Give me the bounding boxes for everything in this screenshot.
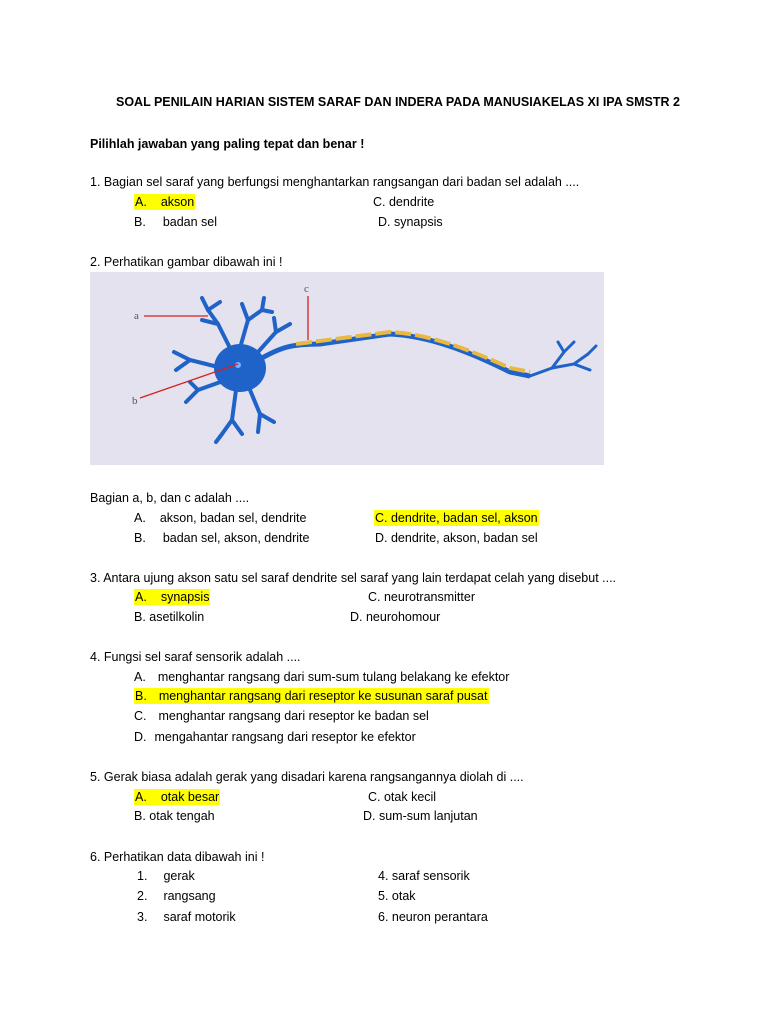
q3-option-d: D. neurohomour — [350, 610, 441, 624]
q5-option-a-letter: A. — [135, 790, 147, 804]
q4-option-d-letter: D. — [134, 730, 147, 744]
q6-item-1-text: gerak — [163, 869, 195, 883]
question-4: 4. Fungsi sel saraf sensorik adalah .... — [90, 650, 301, 664]
q6-item-5: 5. otak — [378, 889, 416, 903]
figure-label-b: b — [132, 395, 138, 407]
question-2-sub: Bagian a, b, dan c adalah .... — [90, 491, 250, 505]
q3-option-c: C. neurotransmitter — [368, 590, 475, 604]
q4-option-b — [134, 688, 489, 704]
q6-item-2-num: 2. — [137, 889, 148, 903]
q2-option-a-text: akson, badan sel, dendrite — [159, 511, 307, 525]
q1-option-a-letter: A. — [135, 195, 147, 209]
q6-item-3-num: 3. — [137, 910, 148, 924]
q2-option-d: D. dendrite, akson, badan sel — [375, 531, 538, 545]
q1-option-d: D. synapsis — [378, 215, 443, 229]
q1-option-b — [134, 214, 217, 230]
q5-option-a-text: otak besar — [160, 790, 220, 804]
q2-option-c: C. dendrite, badan sel, akson — [375, 511, 538, 525]
q4-option-d-text: mengahantar rangsang dari reseptor ke efektor — [154, 730, 416, 744]
q6-item-6: 6. neuron perantara — [378, 910, 488, 924]
question-5: 5. Gerak biasa adalah gerak yang disadari karena rangsangannya diolah di .... — [90, 770, 524, 784]
q3-option-a-letter: A. — [135, 590, 147, 604]
q5-option-a — [134, 789, 220, 805]
question-1: 1. Bagian sel saraf yang berfungsi menghantarkan rangsangan dari badan sel adalah .... — [90, 175, 580, 189]
q6-item-2 — [137, 888, 216, 904]
figure-background — [90, 272, 604, 465]
q1-option-a — [134, 194, 195, 210]
q3-option-a-text: synapsis — [160, 590, 210, 604]
neuron-figure — [90, 272, 604, 465]
q6-item-3 — [137, 909, 236, 925]
q4-option-c-text: menghantar rangsang dari reseptor ke badan sel — [158, 709, 429, 723]
q6-item-1 — [137, 868, 195, 884]
figure-label-a: a — [134, 310, 139, 322]
q2-option-b-letter: B. — [134, 531, 146, 545]
q2-option-a — [134, 510, 306, 526]
q1-option-a-text: akson — [160, 195, 195, 209]
q3-option-b: B. asetilkolin — [134, 610, 205, 624]
q4-option-b-text: menghantar rangsang dari reseptor ke susunan saraf pusat — [158, 689, 488, 703]
question-6: 6. Perhatikan data dibawah ini ! — [90, 850, 265, 864]
question-3: 3. Antara ujung akson satu sel saraf dendrite sel saraf yang lain terdapat celah yang disebut .... — [90, 571, 617, 585]
instruction: Pilihlah jawaban yang paling tepat dan benar ! — [90, 137, 365, 151]
q4-option-a-letter: A. — [134, 670, 146, 684]
q6-item-1-num: 1. — [137, 869, 148, 883]
q4-option-a-text: menghantar rangsang dari sum-sum tulang belakang ke efektor — [157, 670, 510, 684]
q1-option-b-text: badan sel — [162, 215, 218, 229]
document-title: SOAL PENILAIN HARIAN SISTEM SARAF DAN INDERA PADA MANUSIAKELAS XI IPA SMSTR 2 — [116, 95, 680, 109]
q4-option-c-letter: C. — [134, 709, 147, 723]
q4-option-a — [134, 669, 509, 685]
q6-item-3-text: saraf motorik — [163, 910, 236, 924]
q2-option-a-letter: A. — [134, 511, 146, 525]
q6-item-4: 4. saraf sensorik — [378, 869, 470, 883]
q1-option-c: C. dendrite — [373, 195, 435, 209]
q3-option-a — [134, 589, 210, 605]
q4-option-b-letter: B. — [135, 689, 147, 703]
figure-label-c: c — [304, 283, 309, 295]
question-2: 2. Perhatikan gambar dibawah ini ! — [90, 255, 283, 269]
q2-option-b — [134, 530, 309, 546]
q6-item-2-text: rangsang — [163, 889, 216, 903]
q5-option-d: D. sum-sum lanjutan — [363, 809, 478, 823]
cell-body — [214, 344, 266, 392]
q5-option-c: C. otak kecil — [368, 790, 437, 804]
q1-option-b-letter: B. — [134, 215, 146, 229]
q4-option-c — [134, 708, 429, 724]
q4-option-d — [134, 729, 416, 745]
q2-option-b-text: badan sel, akson, dendrite — [162, 531, 310, 545]
q5-option-b: B. otak tengah — [134, 809, 215, 823]
